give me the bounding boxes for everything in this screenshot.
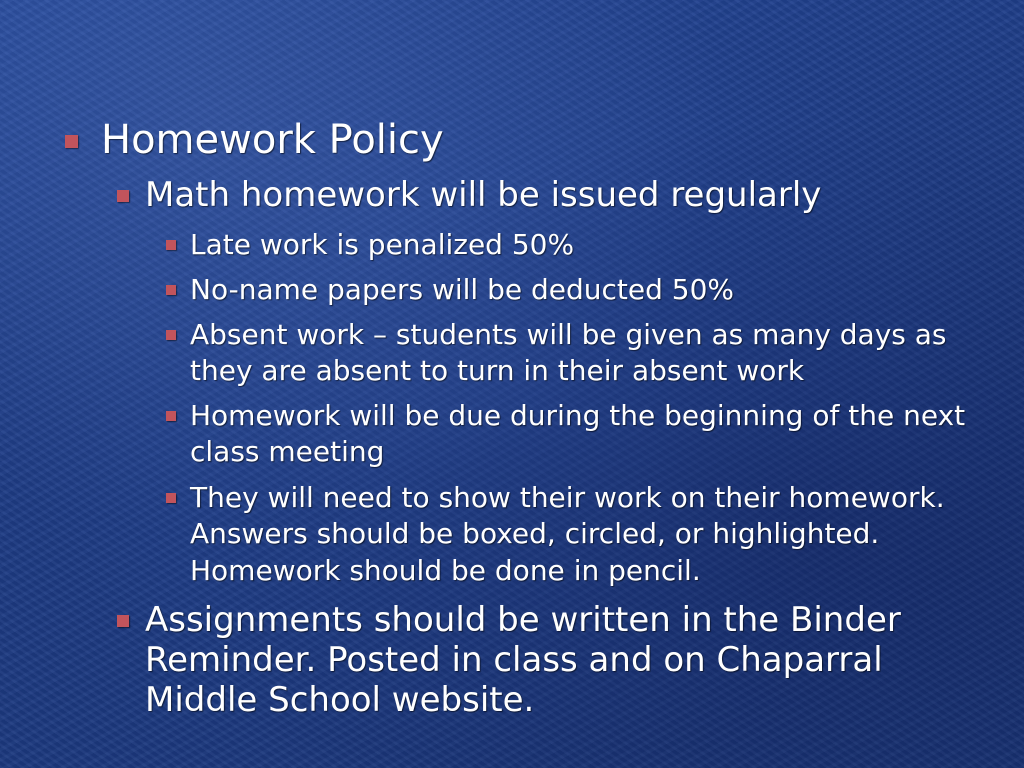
square-bullet-icon [117, 190, 129, 202]
bullet-text: No-name papers will be deducted 50% [190, 273, 735, 306]
bullet-text: They will need to show their work on their homework. Answers should be boxed, circled, or highlighted. Homework should be done in pencil. [190, 481, 945, 587]
square-bullet-icon [65, 135, 78, 148]
bullet-assignments [145, 600, 965, 720]
bullet-text: Absent work – students will be given as many days as they are absent to turn in their absent work [190, 318, 947, 388]
bullet-text: Assignments should be written in the Binder Reminder. Posted in class and on Chaparral Middle School website. [145, 600, 901, 721]
bullet-text: Homework will be due during the beginning of the next class meeting [190, 399, 966, 469]
bullet-show-work [190, 480, 990, 589]
bullet-no-name-papers [190, 272, 990, 308]
bullet-absent-work [190, 317, 990, 390]
square-bullet-icon [117, 615, 129, 627]
square-bullet-icon [166, 330, 176, 340]
bullet-due-beginning [190, 398, 990, 471]
bullet-text: Late work is penalized 50% [190, 228, 575, 261]
bullet-late-work [190, 227, 990, 263]
bullet-text: Homework Policy [101, 117, 444, 163]
square-bullet-icon [166, 411, 176, 421]
bullet-homework-policy [101, 117, 981, 164]
square-bullet-icon [166, 240, 176, 250]
square-bullet-icon [166, 493, 176, 503]
bullet-math-homework [145, 175, 985, 215]
bullet-text: Math homework will be issued regularly [145, 175, 822, 215]
square-bullet-icon [166, 285, 176, 295]
